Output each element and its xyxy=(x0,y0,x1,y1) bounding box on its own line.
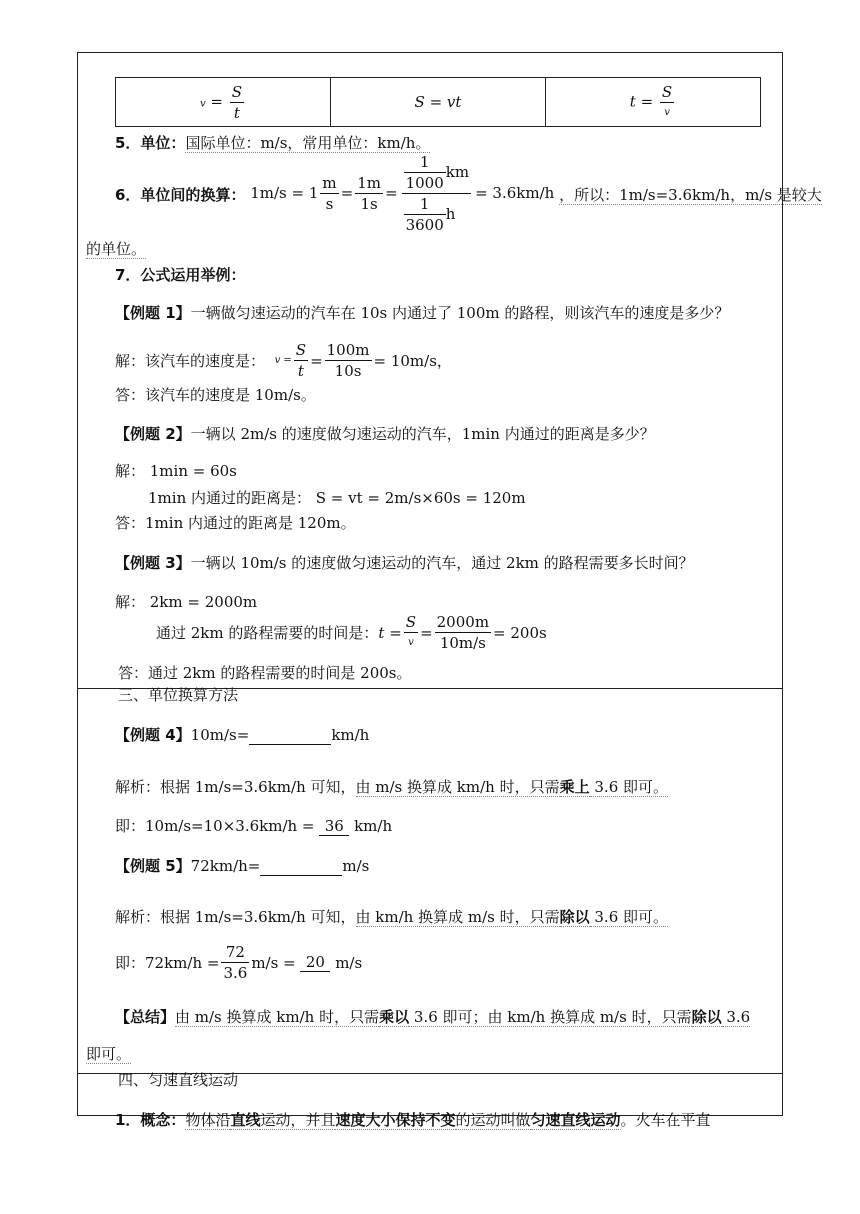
example-2-answer: 答：1min 内通过的距离是 120m。 xyxy=(115,514,356,532)
example-2-solution-2: 1min 内通过的距离是： S = vt = 2m/s×60s = 120m xyxy=(148,489,526,507)
example-2-question: 【例题 2】一辆以 2m/s 的速度做匀速运动的汽车，1min 内通过的距离是多少？ xyxy=(115,425,655,443)
example-2-solution-1: 解： 1min = 60s xyxy=(115,462,237,480)
example-4-analysis: 解析：根据 1m/s=3.6km/h 可知，由 m/s 换算成 km/h 时，只需乘上 3.6 即可。 xyxy=(115,778,669,796)
example-3-question: 【例题 3】一辆以 10m/s 的速度做匀速运动的汽车，通过 2km 的路程需要多长时间？ xyxy=(115,554,694,572)
formula-time: t = $\frac{S}{v}$ xyxy=(546,78,761,127)
example-1-answer: 答：该汽车的速度是 10m/s。 xyxy=(115,386,316,404)
formula-table xyxy=(115,77,761,127)
example-4-answer: 即：10m/s=10×3.6km/h = 36 km/h xyxy=(115,817,393,835)
formula-distance: S = vt xyxy=(331,78,546,127)
example-1-solution: 解：该汽车的速度是： v = $\frac{S}{t}$ = $\frac{100m}{10s}$ = 10m/s， xyxy=(115,341,452,380)
conversion-line: 6．单位间的换算： 1m/s = 1 $\frac{m}{s}$ = $\frac{1m}{1s}$ = $\frac{1}{1000}$ km $\frac{1}{3600}$ h = 3.6km/h ，所以：1m/s=3.6km/h，m/s 是较大 xyxy=(115,152,822,234)
example-5-answer: 即：72km/h = $\frac{72}{3.6}$ m/s = 20 m/s xyxy=(115,943,363,982)
example-3-answer: 答：通过 2km 的路程需要的时间是 200s。 xyxy=(118,664,412,682)
section-4-heading: 四、匀速直线运动 xyxy=(118,1071,239,1089)
example-1-question: 【例题 1】一辆做匀速运动的汽车在 10s 内通过了 100m 的路程，则该汽车的速度是多少？ xyxy=(115,304,730,322)
usage-heading: 7．公式运用举例： xyxy=(115,266,246,284)
conversion-line-2: 的单位。 xyxy=(86,240,147,258)
example-4-question: 【例题 4】10m/s= km/h xyxy=(115,726,370,744)
summary-line: 【总结】由 m/s 换算成 km/h 时，只需乘以 3.6 即可；由 km/h 换算成 m/s 时，只需除以 3.6 xyxy=(115,1008,751,1026)
example-3-solution-1: 解： 2km = 2000m xyxy=(115,593,258,611)
formula-velocity: v = $\frac{S}{t}$ xyxy=(116,78,331,127)
summary-line-2: 即可。 xyxy=(86,1045,132,1063)
example-3-solution-2: 通过 2km 的路程需要的时间是： t = $\frac{S}{v}$ = $\frac{2000m}{10m/s}$ = 200s xyxy=(156,613,547,652)
example-5-analysis: 解析：根据 1m/s=3.6km/h 可知，由 km/h 换算成 m/s 时，只需除以 3.6 即可。 xyxy=(115,908,669,926)
section-3-heading: 三、单位换算方法 xyxy=(118,686,239,704)
concept-line: 1．概念：物体沿直线运动，并且速度大小保持不变的运动叫做匀速直线运动。火车在平直 xyxy=(115,1111,711,1129)
example-5-question: 【例题 5】72km/h= m/s xyxy=(115,857,370,875)
units-line: 5．单位：国际单位：m/s，常用单位：km/h。 xyxy=(115,134,431,152)
